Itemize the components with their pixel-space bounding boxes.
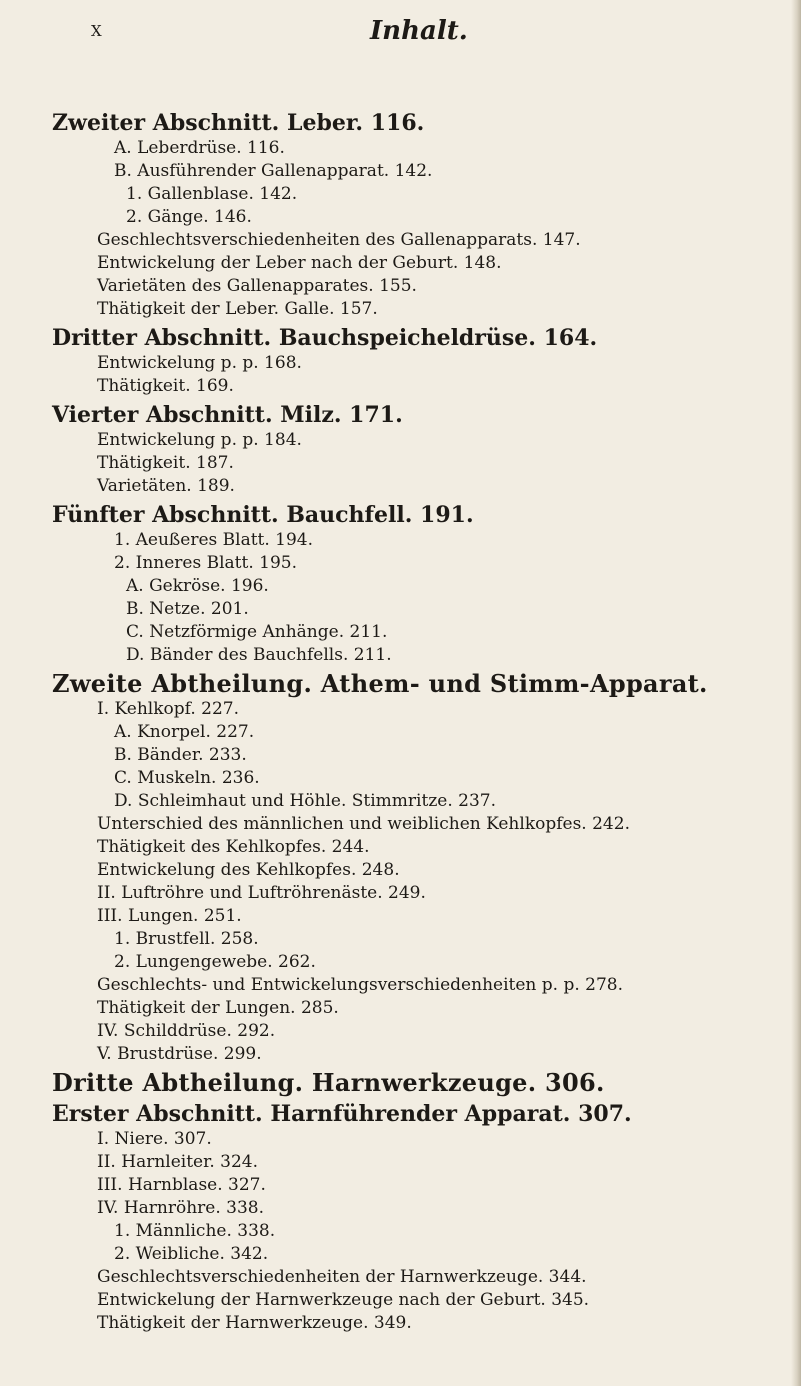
toc-entry: C. Netzförmige Anhänge. 211. [126, 622, 388, 642]
toc-entry: D. Bänder des Bauchfells. 211. [126, 645, 392, 665]
toc-section-heading: Zweiter Abschnitt. Leber. 116. [52, 110, 425, 136]
toc-entry: IV. Schilddrüse. 292. [97, 1021, 276, 1041]
toc-entry: Entwickelung p. p. 168. [97, 353, 302, 373]
toc-section-heading: Fünfter Abschnitt. Bauchfell. 191. [52, 502, 474, 528]
toc-entry: II. Harnleiter. 324. [97, 1152, 259, 1172]
toc-entry: 1. Brustfell. 258. [114, 929, 259, 949]
toc-entry: 1. Aeußeres Blatt. 194. [114, 530, 314, 550]
toc-entry: Thätigkeit. 169. [97, 376, 234, 396]
toc-entry: Geschlechtsverschiedenheiten des Gallenapparats. 147. [97, 230, 581, 250]
toc-entry: III. Lungen. 251. [97, 906, 242, 926]
table-of-contents [52, 106, 782, 1335]
page-number-roman: X [91, 22, 102, 40]
toc-entry: Varietäten des Gallenapparates. 155. [97, 276, 417, 296]
toc-entry: A. Gekröse. 196. [126, 576, 269, 596]
toc-entry: Thätigkeit der Lungen. 285. [97, 998, 339, 1018]
toc-entry: I. Niere. 307. [97, 1129, 212, 1149]
toc-entry: Entwickelung des Kehlkopfes. 248. [97, 860, 400, 880]
toc-entry: 2. Weibliche. 342. [114, 1244, 269, 1264]
toc-entry: 1. Männliche. 338. [114, 1221, 276, 1241]
toc-entry: B. Ausführender Gallenapparat. 142. [114, 161, 433, 181]
toc-section-heading: Vierter Abschnitt. Milz. 171. [52, 402, 403, 428]
toc-entry: 2. Lungengewebe. 262. [114, 952, 316, 972]
toc-entry: II. Luftröhre und Luftröhrenäste. 249. [97, 883, 426, 903]
toc-entry: III. Harnblase. 327. [97, 1175, 266, 1195]
toc-entry: C. Muskeln. 236. [114, 768, 260, 788]
toc-section-heading: Dritte Abtheilung. Harnwerkzeuge. 306. [52, 1068, 605, 1097]
toc-entry: Entwickelung p. p. 184. [97, 430, 302, 450]
toc-entry: Thätigkeit der Leber. Galle. 157. [97, 299, 378, 319]
toc-entry: IV. Harnröhre. 338. [97, 1198, 265, 1218]
toc-entry: Entwickelung der Harnwerkzeuge nach der Geburt. 345. [97, 1290, 590, 1310]
toc-entry: Geschlechtsverschiedenheiten der Harnwerkzeuge. 344. [97, 1267, 587, 1287]
toc-entry: Thätigkeit. 187. [97, 453, 234, 473]
toc-entry: Varietäten. 189. [97, 476, 235, 496]
toc-entry: B. Netze. 201. [126, 599, 249, 619]
toc-entry: Thätigkeit des Kehlkopfes. 244. [97, 837, 370, 857]
toc-entry: D. Schleimhaut und Höhle. Stimmritze. 237. [114, 791, 496, 811]
toc-entry: A. Leberdrüse. 116. [114, 138, 285, 158]
toc-section-heading: Dritter Abschnitt. Bauchspeicheldrüse. 164. [52, 325, 598, 351]
running-header-title: Inhalt. [370, 16, 468, 46]
toc-entry: B. Bänder. 233. [114, 745, 247, 765]
toc-entry: I. Kehlkopf. 227. [97, 699, 239, 719]
toc-entry: 2. Gänge. 146. [126, 207, 252, 227]
toc-entry: Geschlechts- und Entwickelungsverschiedenheiten p. p. 278. [97, 975, 623, 995]
page-edge [791, 0, 801, 1386]
toc-entry: Unterschied des männlichen und weiblichen Kehlkopfes. 242. [97, 814, 630, 834]
toc-entry: 1. Gallenblase. 142. [126, 184, 298, 204]
toc-entry: Thätigkeit der Harnwerkzeuge. 349. [97, 1313, 412, 1333]
toc-entry: 2. Inneres Blatt. 195. [114, 553, 297, 573]
toc-entry: V. Brustdrüse. 299. [97, 1044, 262, 1064]
toc-section-heading: Erster Abschnitt. Harnführender Apparat. 307. [52, 1101, 632, 1127]
toc-section-heading: Zweite Abtheilung. Athem- und Stimm-Apparat. [52, 669, 708, 698]
toc-entry: A. Knorpel. 227. [114, 722, 255, 742]
toc-entry: Entwickelung der Leber nach der Geburt. 148. [97, 253, 502, 273]
